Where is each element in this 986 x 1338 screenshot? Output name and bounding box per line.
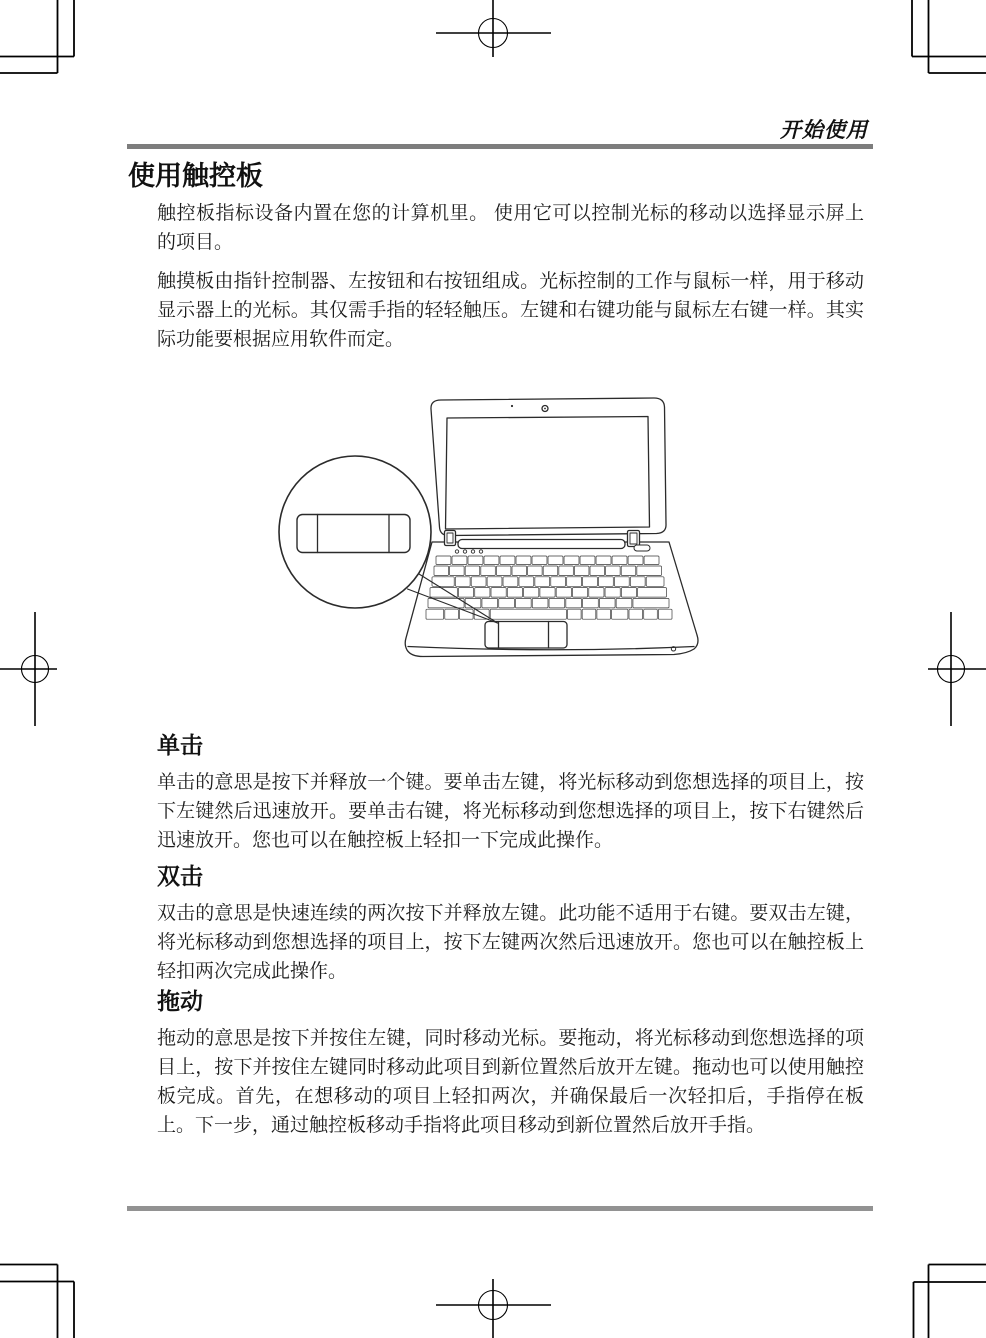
section-body-drag: 拖动的意思是按下并按住左键，同时移动光标。要拖动，将光标移动到您想选择的项目上，按下并按住左键同时移动此项目到新位置然后放开左键。拖动也可以使用触控板完成。首先，在想移动的项目上轻扣两次，并确保最后一次轻扣后，手指停在板上。下一步，通过触控板移动手指将此项目移动到新位置然后放开手指。: [157, 1028, 864, 1136]
power-button: [634, 545, 650, 551]
section-body-click: 单击的意思是按下并释放一个键。要单击左键，将光标移动到您想选择的项目上，按下左键然后迅速放开。要单击右键，将光标移动到您想选择的项目上，按下右键然后迅速放开。您也可以在触控板上轻扣一下完成此操作。: [157, 772, 864, 851]
touchpad: [485, 622, 567, 649]
intro-paragraph: 触控板指标设备内置在您的计算机里。 使用它可以控制光标的移动以选择显示屏上的项目。: [157, 203, 864, 253]
microphone-dot: [511, 405, 513, 407]
webcam-dot: [544, 408, 546, 410]
intro-paragraph: 触摸板由指针控制器、左按钮和右按钮组成。光标控制的工作与鼠标一样，用于移动显示器上的光标。其仅需手指的轻轻触压。左键和右键功能与鼠标左右键一样。其实际功能要根据应用软件而定。: [157, 271, 864, 350]
registration-mark-right-center: [928, 612, 986, 726]
laptop-touchpad-illustration: [260, 390, 720, 680]
section-body-doubleclick: 双击的意思是快速连续的两次按下并释放左键。此功能不适用于右键。要双击左键，将光标移动到您想选择的项目上，按下左键两次然后迅速放开。您也可以在触控板上轻扣两次完成此操作。: [157, 903, 864, 982]
section-heading-click: 单击: [157, 732, 203, 758]
crop-mark-bottom-right: [914, 1265, 986, 1338]
laptop-lid: [431, 398, 666, 536]
section-heading-drag: 拖动: [157, 988, 203, 1014]
right-hinge: [628, 531, 640, 547]
crop-mark-bottom-left: [0, 1265, 74, 1338]
crop-mark-top-left: [0, 0, 74, 73]
magnifier-circle: [279, 456, 431, 608]
hinge-cover-strip: [458, 540, 625, 549]
page-title: 使用触控板: [128, 161, 263, 191]
registration-mark-left-center: [0, 612, 57, 726]
left-hinge: [445, 531, 456, 546]
header-rule: [127, 144, 873, 149]
section-heading-doubleclick: 双击: [157, 863, 203, 889]
crop-mark-top-right: [912, 0, 986, 73]
registration-mark-bottom-center: [436, 1279, 551, 1338]
chapter-title: 开始使用: [780, 119, 868, 142]
registration-mark-top-center: [436, 0, 551, 57]
laptop-base: [405, 531, 698, 657]
footer-rule: [127, 1206, 873, 1211]
